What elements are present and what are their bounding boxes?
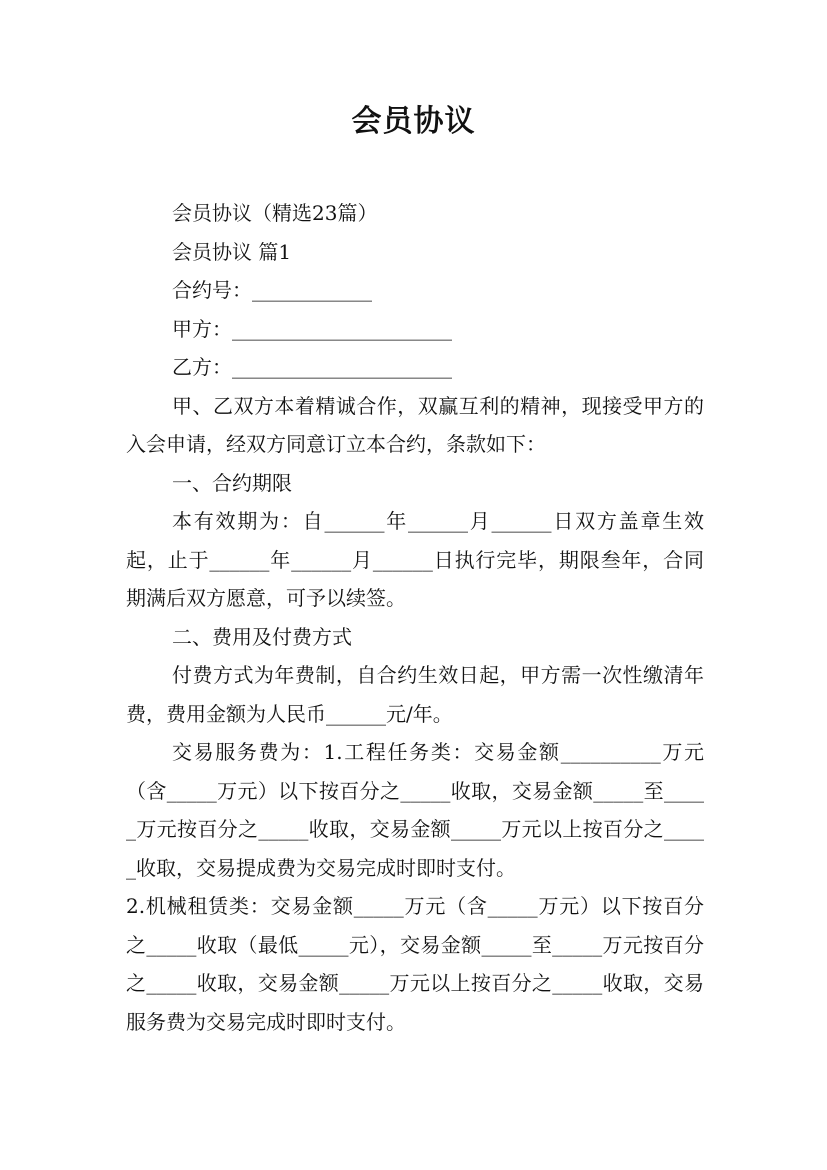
leasing-fee-paragraph: 2.机械租赁类：交易金额_____万元（含_____万元）以下按百分之_____收取（最低_____元），交易金额_____至_____万元按百分之_____收取，交易金额_____万元以上按百分之_____收取，交易服务费为交易完成时即时支付。 <box>126 894 704 1034</box>
party-b-line: 乙方：______________________ <box>172 355 452 379</box>
clause-heading: 一、合约期限 <box>172 470 292 495</box>
payment-paragraph: 付费方式为年费制，自合约生效日起，甲方需一次性缴清年费，费用金额为人民币______元/年。 <box>126 663 704 726</box>
document-body <box>126 194 704 1041</box>
service-fee-paragraph: 交易服务费为：1.工程任务类：交易金额__________万元（含_____万元）以下按百分之_____收取，交易金额_____至_____万元按百分之_____收取，交易金额_____万元以上按百分之_____收取，交易提成费为交易完成时即时支付。 <box>126 740 704 880</box>
validity-paragraph: 本有效期为：自______年______月______日双方盖章生效起，止于______年______月______日执行完毕，期限叁年，合同期满后双方愿意，可予以续签。 <box>126 509 704 610</box>
subtitle-paragraph: 会员协议（精选23篇） <box>172 201 378 225</box>
section-heading: 会员协议 篇1 <box>172 239 292 264</box>
intro-paragraph: 甲、乙双方本着精诚合作，双赢互利的精神，现接受甲方的入会申请，经双方同意订立本合约，条款如下： <box>126 393 704 456</box>
party-a-line: 甲方：______________________ <box>172 316 452 341</box>
contract-number-line: 合约号：____________ <box>172 278 372 302</box>
document-title: 会员协议 <box>351 104 476 139</box>
clause-heading: 二、费用及付费方式 <box>172 624 352 649</box>
